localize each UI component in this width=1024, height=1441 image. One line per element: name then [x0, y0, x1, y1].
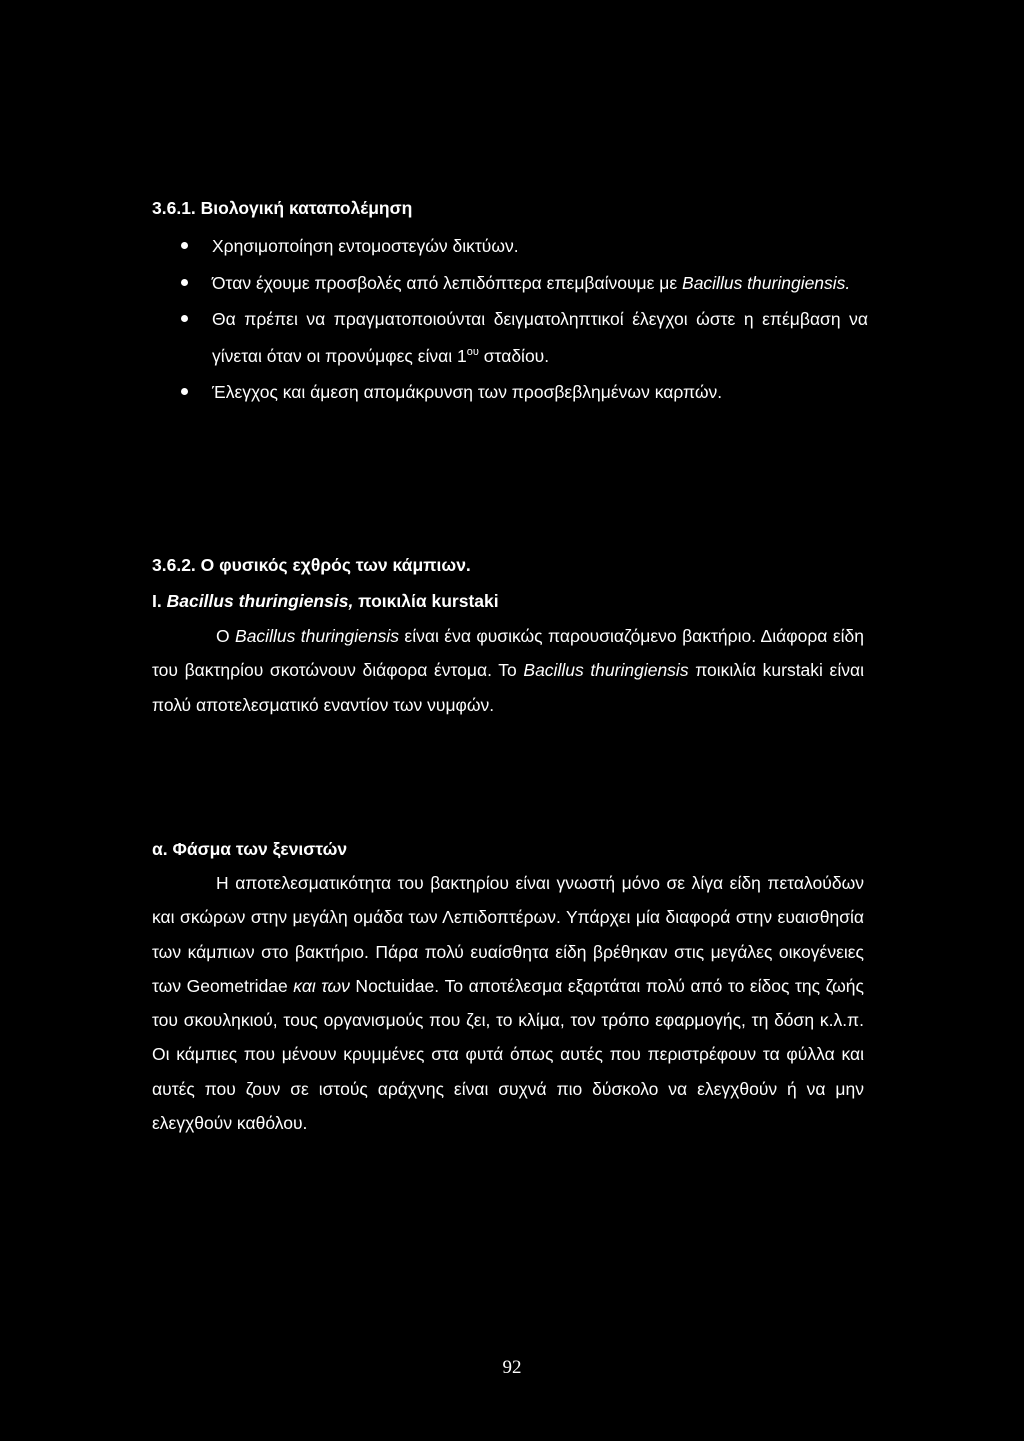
paragraph-text: Noctuidae. Το αποτέλεσμα εξαρτάται πολύ από το είδος της ζωής του σκουληκιού, τους οργανισμούς που ζει, το κλίμα, τον τρόπο εφαρμογής, τη δόση κ.λ.π. Οι κάμπιες που μένουν κρυμμένες στα φυτά όπως αυτές που περιστρέφουν τα φύλλα και αυτές που ζουν σε ιστούς αράχνης είναι συχνά πιο δύσκολο να ελεγχθούν ή να μην ελεγχθούν καθόλου.	[152, 975, 864, 1134]
bullet-dot-icon	[181, 315, 188, 322]
section-heading-3-6-1: 3.6.1. Βιολογική καταπολέμηση	[152, 198, 413, 218]
bullet-dot-icon	[181, 279, 188, 286]
section-heading-alpha: α. Φάσμα των ξενιστών	[152, 839, 348, 859]
paragraph-bacillus	[152, 619, 864, 722]
ordinal-superscript: ου	[466, 345, 479, 358]
paragraph-text: ποικιλία kurstaki είναι πολύ αποτελεσματικό εναντίον των νυμφών.	[152, 660, 864, 715]
bullet-italic-text: Bacillus thuringiensis.	[682, 272, 851, 293]
subheading-italic: Bacillus thuringiensis,	[166, 591, 354, 611]
paragraph-host-range	[152, 866, 864, 1140]
page-number: 92	[502, 1357, 522, 1378]
bullet-item	[152, 265, 868, 302]
section-heading-3-6-2: 3.6.2. Ο φυσικός εχθρός των κάμπιων.	[152, 555, 471, 575]
paragraph-italic: Bacillus thuringiensis	[523, 660, 689, 681]
subheading-suffix: ποικιλία kurstaki	[353, 591, 499, 611]
paragraph-italic: Bacillus thuringiensis	[235, 626, 399, 646]
bullet-text: Θα πρέπει να πραγματοποιούνται δειγματοληπτικοί έλεγχοι ώστε η επέμβαση να γίνεται όταν οι προνύμφες είναι 1	[212, 309, 868, 366]
bullet-dot-icon	[181, 388, 188, 395]
subheading-bacillus	[152, 589, 499, 613]
paragraph-text: Η αποτελεσματικότητα του βακτηρίου είναι γνωστή μόνο σε λίγα είδη πεταλούδων και σκώρων στην μεγάλη ομάδα των Λεπιδοπτέρων. Υπάρχει μία διαφορά στην ευαισθησία των κάμπιων στο βακτήριο. Πάρα πολύ ευαίσθητα είδη βρέθηκαν στις μεγάλες οικογένειες των Geometridae	[152, 873, 864, 996]
bullet-list	[152, 228, 868, 411]
bullet-item	[152, 228, 868, 265]
bullet-dot-icon	[181, 242, 188, 249]
bullet-text: Χρησιμοποίηση εντομοστεγών δικτύων.	[212, 236, 519, 256]
paragraph-italic: και των	[293, 975, 350, 996]
bullet-text: Έλεγχος και άμεση απομάκρυνση των προσβεβλημένων καρπών.	[212, 382, 723, 402]
paragraph-text: Ο	[216, 626, 236, 646]
bullet-item	[152, 374, 868, 411]
bullet-text: Όταν έχουμε προσβολές από λεπιδόπτερα επεμβαίνουμε με	[212, 272, 683, 293]
paragraph-text: είναι ένα φυσικώς παρουσιαζόμενο βακτήριο. Διάφορα είδη του βακτηρίου σκοτώνουν διάφορα έντομα. Το	[152, 626, 864, 681]
bullet-text: σταδίου.	[478, 345, 550, 366]
bullet-item	[152, 301, 868, 374]
subheading-prefix: Ι.	[152, 591, 167, 611]
